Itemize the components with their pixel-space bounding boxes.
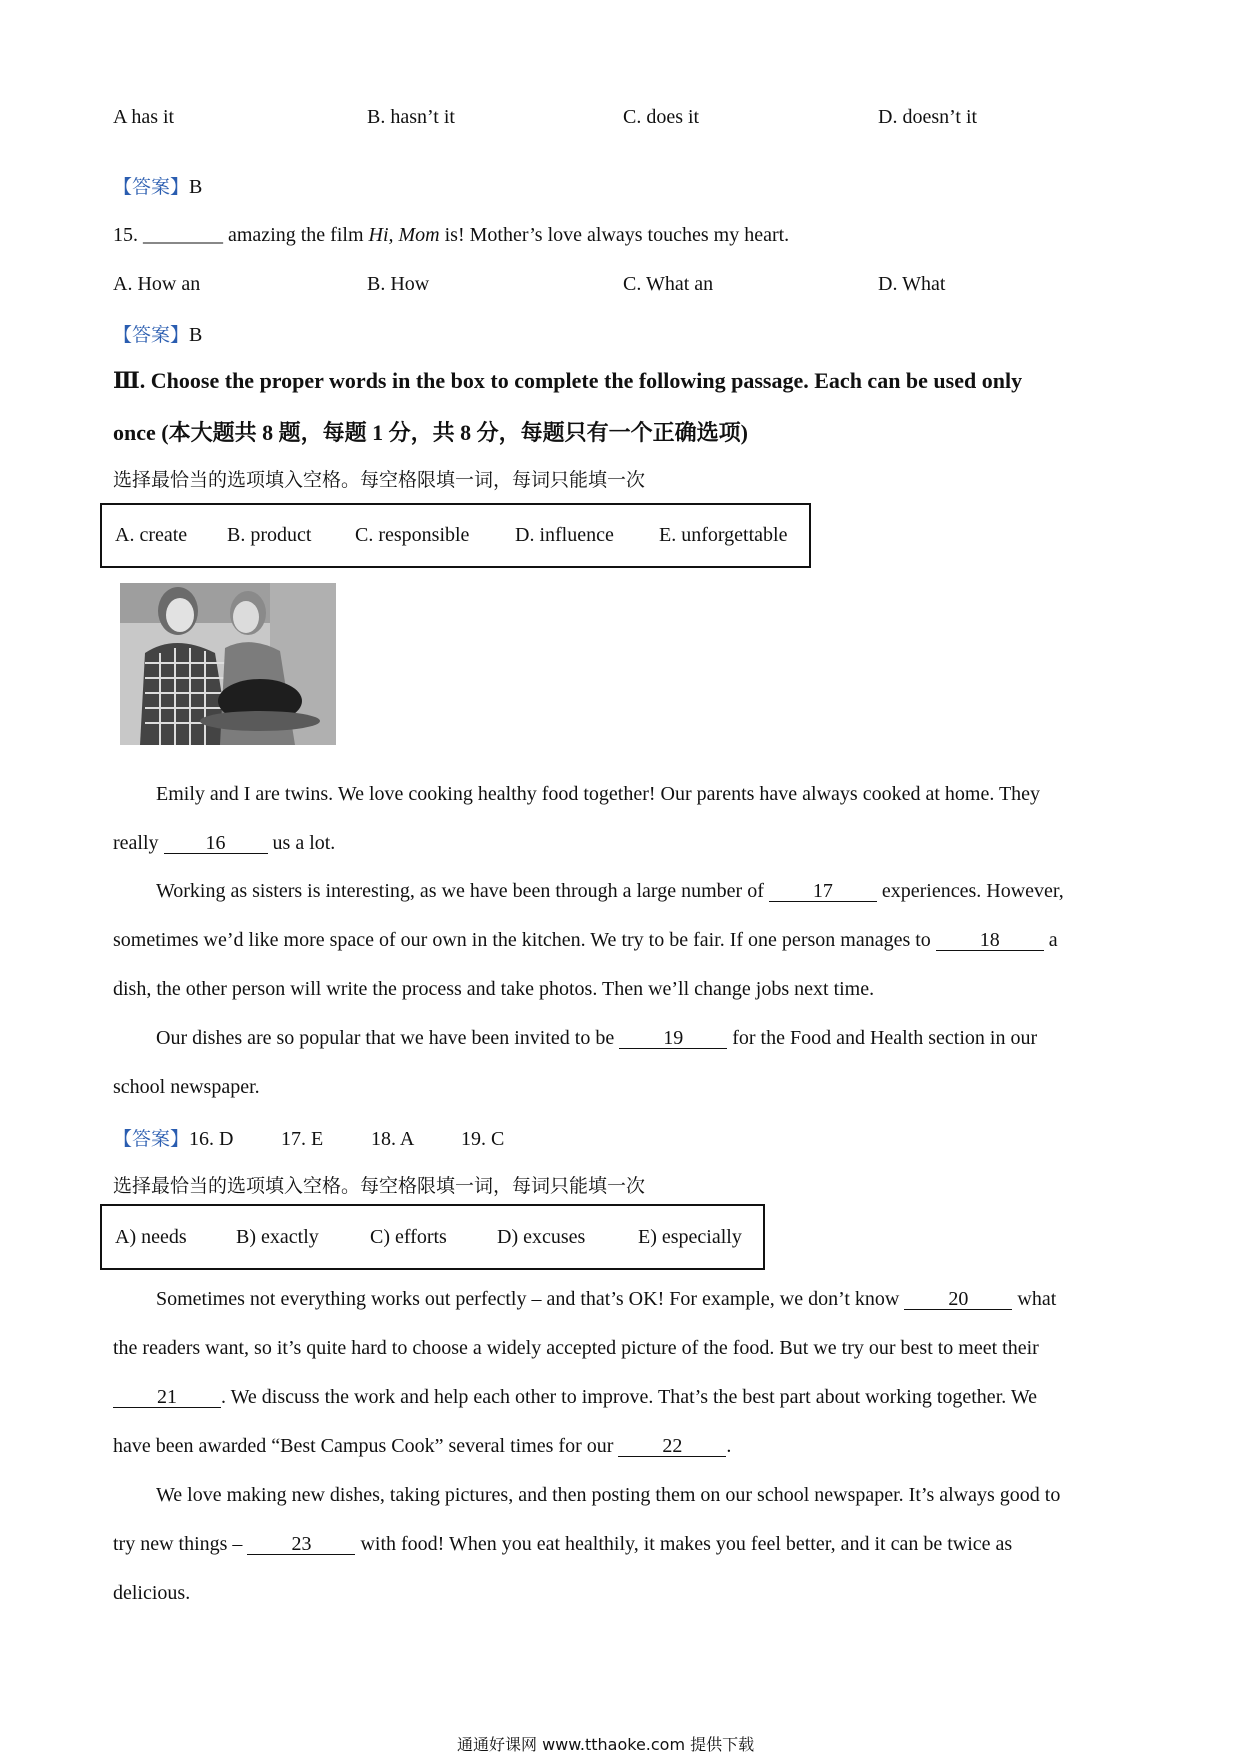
q15-film-title: Hi, Mom	[368, 224, 440, 246]
q15-option-d: D. What	[878, 273, 946, 295]
word-option: B) exactly	[236, 1225, 319, 1248]
answer-value: B	[189, 324, 203, 346]
blank-19: 19	[619, 1028, 727, 1049]
word-option: B. product	[227, 524, 312, 546]
answer-value: 19. C	[461, 1128, 505, 1150]
word-box-1	[100, 503, 811, 568]
answers-16-19	[113, 1124, 504, 1151]
q15-option-a: A. How an	[113, 273, 201, 295]
answer-value: 17. E	[281, 1128, 324, 1150]
word-option: A. create	[115, 524, 188, 546]
blank-23: 23	[247, 1534, 355, 1555]
page-footer: 通通好课网 www.tthaoke.com 提供下载	[457, 1735, 755, 1754]
q14-option-a: A has it	[113, 106, 175, 128]
word-option: D. influence	[515, 524, 614, 546]
word-option: E. unforgettable	[659, 524, 788, 546]
word-box-2	[100, 1204, 765, 1270]
passage-line: Sometimes not everything works out perfectly – and that’s OK! For example, we don’t know 20 what	[156, 1288, 1057, 1310]
passage-line: really 16 us a lot.	[113, 832, 336, 854]
answer-value: 18. A	[371, 1128, 415, 1150]
q14-answer	[113, 172, 202, 199]
q14-option-d: D. doesn’t it	[878, 106, 978, 128]
word-option: C. responsible	[355, 524, 470, 546]
q15-question	[113, 224, 789, 247]
passage-line: the readers want, so it’s quite hard to choose a widely accepted picture of the food. But we try our best to meet their	[113, 1337, 1039, 1359]
instruction-2: 选择最恰当的选项填入空格。每空格限填一词，每词只能填一次	[113, 1175, 646, 1197]
passage-line: school newspaper.	[113, 1076, 260, 1098]
blank-18: 18	[936, 930, 1044, 951]
word-option: C) efforts	[370, 1225, 447, 1248]
passage-line: sometimes we’d like more space of our own in the kitchen. We try to be fair. If one person manages to 18 a	[113, 929, 1058, 951]
blank-20: 20	[904, 1289, 1012, 1310]
q14-option-c: C. does it	[623, 106, 700, 128]
passage-line: have been awarded “Best Campus Cook” several times for our 22 .	[113, 1435, 732, 1457]
cooking-photo	[120, 583, 336, 745]
section-heading-line2: once (本大题共 8 题，每题 1 分，共 8 分，每题只有一个正确选项)	[113, 420, 748, 445]
answer-value: 16. D	[189, 1128, 234, 1150]
word-option: E) especially	[638, 1225, 742, 1248]
passage-line: delicious.	[113, 1582, 191, 1604]
passage-line: try new things – 23 with food! When you eat healthily, it makes you feel better, and it can be twice as	[113, 1533, 1013, 1555]
passage-line: 21 . We discuss the work and help each other to improve. That’s the best part about working together. We	[113, 1386, 1037, 1409]
passage-line: Emily and I are twins. We love cooking healthy food together! Our parents have always cooked at home. They	[156, 783, 1041, 805]
q15-answer	[113, 320, 202, 347]
blank-22: 22	[618, 1436, 726, 1457]
q15-option-b: B. How	[367, 273, 430, 295]
word-option: D) excuses	[497, 1225, 586, 1248]
q15-blank: ________	[143, 224, 223, 246]
answer-tag: 【答案】	[113, 324, 190, 346]
passage-line: dish, the other person will write the process and take photos. Then we’ll change jobs next time.	[113, 978, 875, 1000]
q15-number: 15.	[113, 224, 138, 246]
word-option: A) needs	[115, 1225, 187, 1248]
passage-line: Working as sisters is interesting, as we have been through a large number of 17 experiences. However,	[156, 880, 1064, 902]
passage-line: We love making new dishes, taking pictures, and then posting them on our school newspaper. It’s always good to	[156, 1484, 1061, 1506]
q15-text-after: is! Mother’s love always touches my heart.	[439, 224, 790, 246]
q15-option-c: C. What an	[623, 273, 714, 295]
blank-17: 17	[769, 881, 877, 902]
blank-16: 16	[164, 833, 268, 854]
instruction-1: 选择最恰当的选项填入空格。每空格限填一词，每词只能填一次	[113, 469, 646, 491]
answer-tag: 【答案】	[113, 176, 190, 198]
answer-value: B	[189, 176, 203, 198]
q14-option-b: B. hasn’t it	[367, 106, 455, 128]
section-heading-line1: Ⅲ. Choose the proper words in the box to complete the following passage. Each can be used only	[113, 368, 1023, 393]
passage-line: Our dishes are so popular that we have been invited to be 19 for the Food and Health section in our	[156, 1027, 1038, 1049]
q15-text-before: amazing the film	[223, 224, 369, 246]
answer-tag: 【答案】	[113, 1128, 190, 1150]
blank-21: 21	[113, 1387, 221, 1408]
